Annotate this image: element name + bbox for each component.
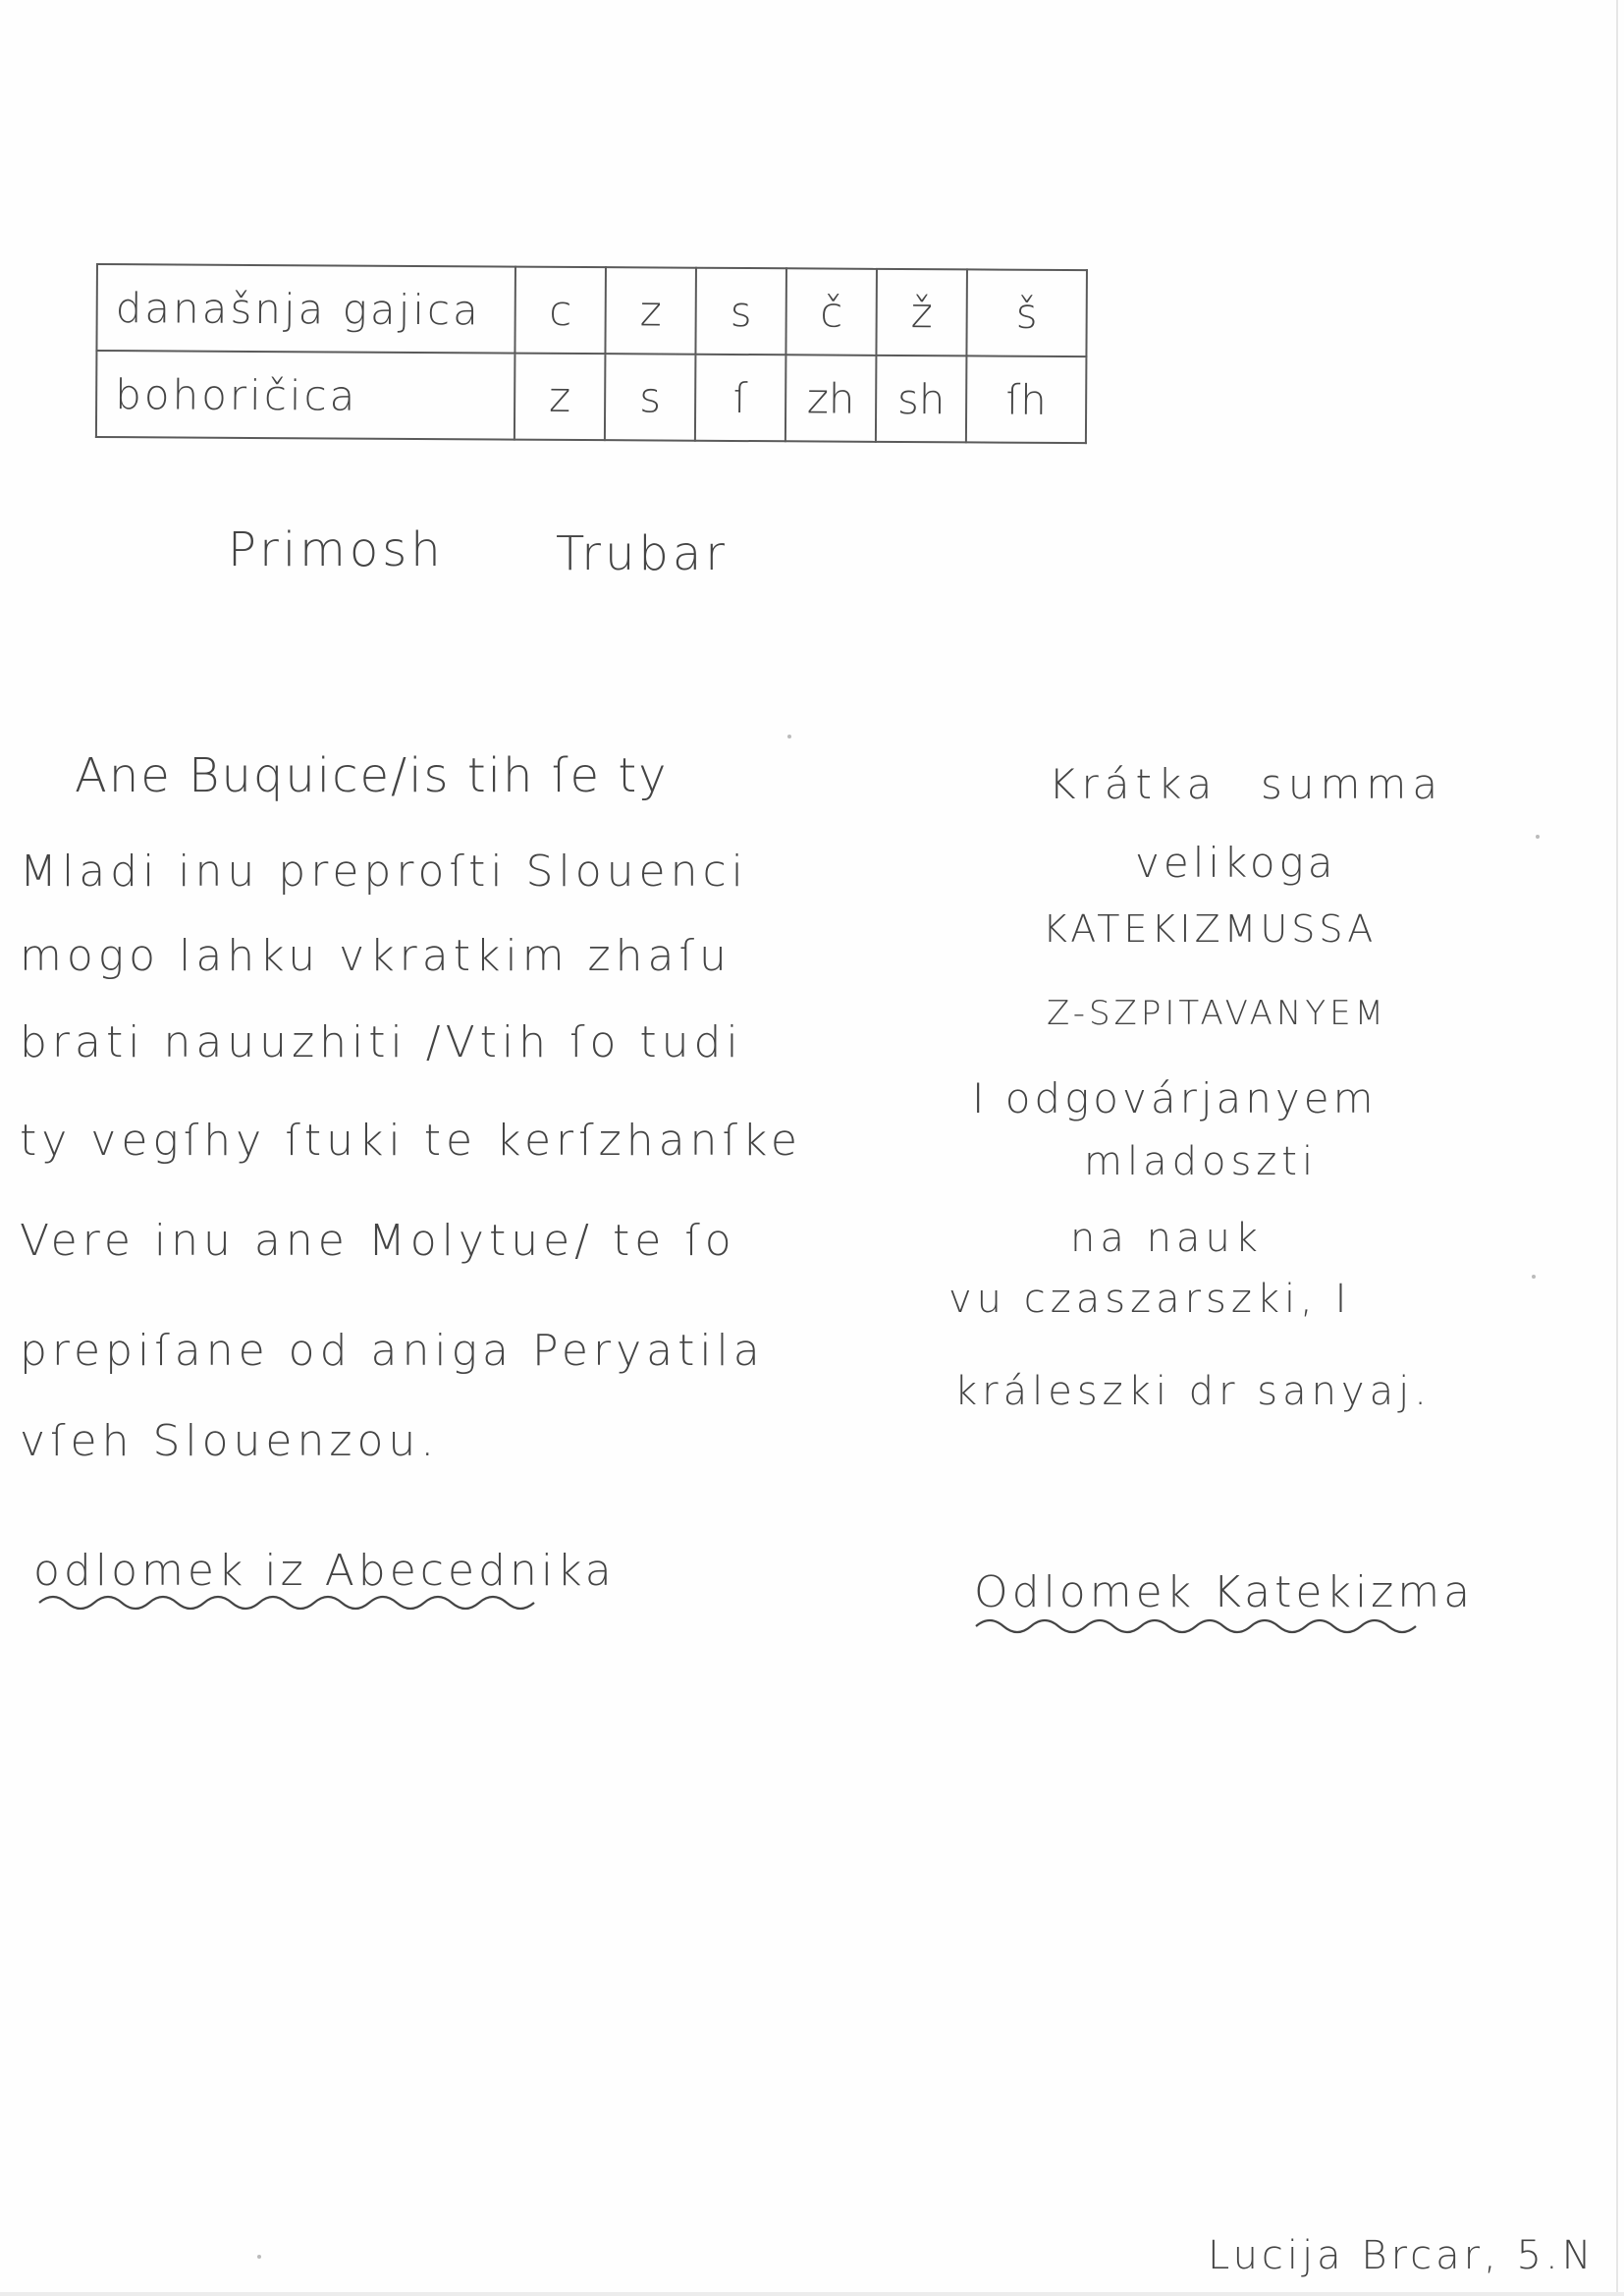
left-text-line: brati nauuzhiti /Vtih ſo tudi	[20, 1017, 743, 1067]
table-cell: z	[605, 267, 696, 355]
pencil-dot	[1536, 835, 1540, 839]
table-cell: z	[514, 354, 606, 441]
right-text-line: summa	[1261, 760, 1444, 808]
left-text-line: mogo lahku vkratkim zhaſu	[20, 931, 731, 981]
table-cell: ž	[876, 269, 967, 356]
table-cell: ſ	[695, 355, 786, 442]
caption-katekizem: Odlomek Katekizma	[974, 1567, 1475, 1617]
table-cell: š	[966, 269, 1087, 356]
wavy-underline-left	[35, 1585, 546, 1620]
table-cell: s	[695, 268, 786, 355]
pencil-dot	[257, 2255, 261, 2259]
scan-edge-right	[1616, 0, 1618, 2296]
left-text-line: vſeh Slouenzou.	[20, 1416, 440, 1466]
table-cell: č	[785, 268, 877, 355]
alphabet-comparison-table	[95, 263, 1088, 444]
table-cell: c	[514, 267, 606, 355]
right-text-line: králeszki dr sanyaj.	[954, 1369, 1432, 1414]
row-label-gajica: današnja gajica	[96, 264, 515, 354]
table-row	[96, 264, 1087, 356]
right-text-line: KATEKIZMUSSA	[1043, 907, 1378, 951]
left-text-line: Vere inu ane Molytue/ te ſo	[20, 1216, 736, 1266]
left-text-line: ty vegſhy ſtuki te kerſzhanſke	[20, 1116, 802, 1166]
right-text-line: mladoszti	[1084, 1139, 1319, 1184]
title-first-name: Primosh	[228, 522, 445, 577]
author-signature: Lucija Brcar, 5.N	[1208, 2233, 1596, 2278]
title-last-name: Trubar	[556, 526, 730, 581]
left-text-line: Ane Buquice/is tih ſe ty	[75, 748, 669, 803]
left-text-line: Mladi inu preproſti Slouenci	[20, 847, 748, 897]
table-cell: ſh	[966, 355, 1087, 443]
wavy-underline-right	[972, 1611, 1434, 1646]
row-label-bohoricica: bohoričica	[96, 351, 515, 440]
scan-edge-bottom	[0, 2292, 1624, 2296]
table-cell: s	[605, 354, 696, 441]
caption-abecednik: odlomek iz Abecednika	[33, 1546, 616, 1596]
table-cell: zh	[785, 355, 877, 442]
right-text-line: velikoga	[1135, 839, 1337, 887]
table-cell: sh	[876, 355, 967, 443]
left-text-line: prepiſane od aniga Peryatila	[20, 1326, 765, 1376]
right-text-line: Z-SZPITAVANYEM	[1047, 994, 1387, 1033]
right-text-line: I odgovárjanyem	[972, 1074, 1378, 1122]
right-text-line: vu czaszarszki, I	[948, 1277, 1352, 1322]
right-text-line: Krátka	[1049, 760, 1218, 808]
right-text-line: na nauk	[1070, 1216, 1263, 1261]
pencil-dot	[1532, 1275, 1536, 1279]
pencil-dot	[787, 735, 791, 738]
table-row	[96, 351, 1087, 443]
